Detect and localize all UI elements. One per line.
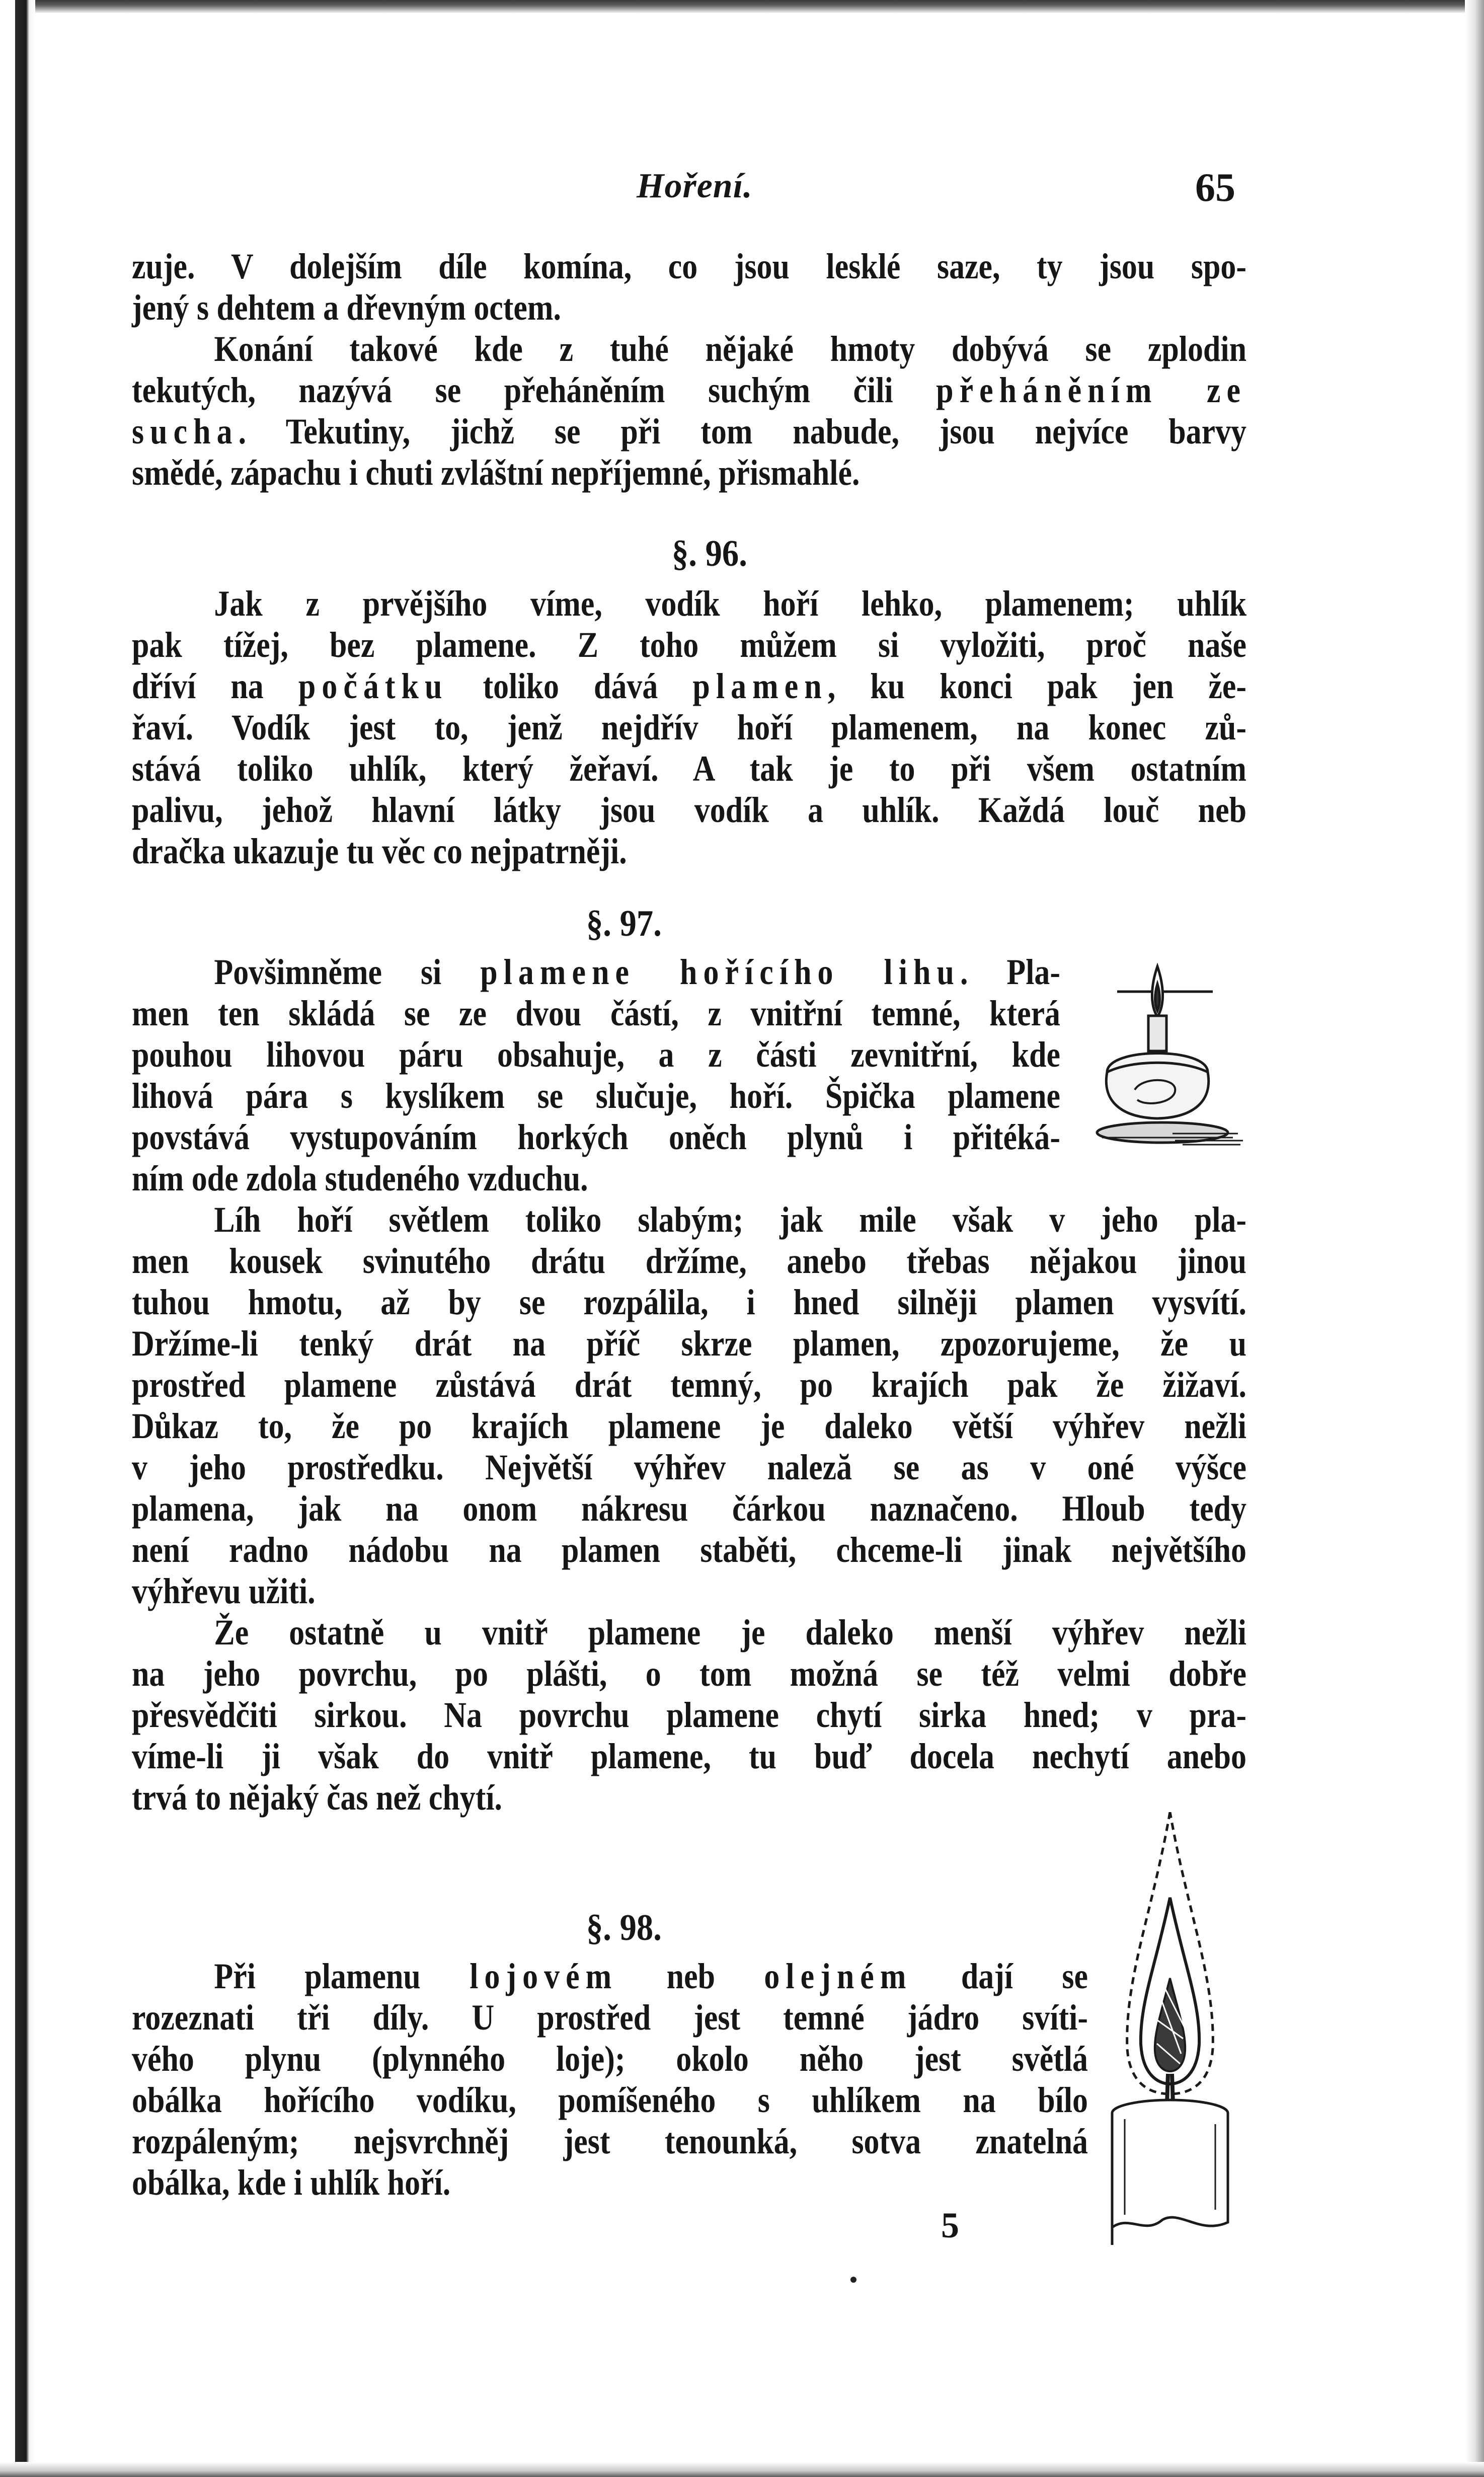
text-line (132, 665, 1246, 707)
text-line: není radno nádobu na plamen staběti, chceme-li jinak největšího (132, 1530, 1247, 1570)
text-line: Že ostatně u vnitř plamene je daleko menší výhřev nežli (214, 1612, 1247, 1653)
text-run: toliko dává (448, 666, 693, 706)
text-line: stává toliko uhlík, který žeřaví. A tak je to při všem ostatním (132, 748, 1247, 789)
text-line: v jeho prostředku. Největší výhřev naleză se as v oné výšce (132, 1447, 1247, 1487)
section-97-narrow-text (132, 951, 1060, 1199)
text-run: Povšimněme si (214, 952, 481, 992)
spaced-term: sucha (132, 411, 239, 452)
signature-mark: 5 (941, 2205, 959, 2245)
text-line: obálka hořícího vodíku, pomíšeného s uhlíkem na bílo (132, 2080, 1088, 2120)
scan-edge-top (0, 0, 1484, 13)
text-line: Důkaz to, že po krajích plamene je daleko větší výhřev nežli (132, 1406, 1247, 1446)
text-line: povstává vystupováním horkých oněch plynů i přitéká- (132, 1117, 1061, 1157)
text-line: pouhou lihovou páru obsahuje, a z části zevnitřní, kde (132, 1034, 1061, 1075)
lamp-base (1097, 1122, 1228, 1143)
text-line: Držíme-li tenký drát na příč skrze plamen, zpozorujeme, že u (132, 1323, 1247, 1364)
text-run: dají se (912, 1956, 1088, 1996)
spirit-lamp-figure (1087, 956, 1248, 1188)
text-line (132, 411, 1246, 452)
spaced-term: olejném (764, 1956, 912, 1996)
intro-paragraphs (132, 246, 1246, 493)
section-96-text (132, 583, 1246, 872)
text-run: dříví na (132, 666, 298, 706)
text-line: Konání takové kde z tuhé nějaké hmoty dobývá se zplodin (214, 329, 1247, 369)
text-line: palivu, jehož hlavní látky jsou vodík a uhlík. Každá louč neb (132, 790, 1247, 830)
text-line: rozpáleným; nejsvrchněj jest tenounká, sotva znatelná (132, 2121, 1088, 2161)
scan-edge-bottom (0, 2462, 1484, 2477)
print-speck (850, 2277, 856, 2283)
text-line (132, 1956, 1088, 1997)
text-line: smědé, zápachu i chuti zvláštní nepříjemné, přismahlé. (132, 453, 860, 493)
section-heading-97: §. 97. (586, 903, 662, 944)
text-line: jený s dehtem a dřevným octem. (132, 287, 561, 328)
spaced-term: přeháněním ze (936, 370, 1247, 410)
scan-edge-left (0, 0, 35, 2477)
text-line: zuje. V dolejším díle komína, co jsou lesklé saze, ty jsou spo- (132, 246, 1247, 286)
text-line: obálka, kde i uhlík hoří. (132, 2162, 451, 2203)
text-line: plamena, jak na onom nákresu čárkou naznačeno. Hloub tedy (132, 1488, 1247, 1529)
text-line: víme-li ji však do vnitř plamene, tu buď docela nechytí anebo (132, 1736, 1247, 1776)
spaced-term: lojovém (470, 1956, 618, 1996)
candle-flame-figure (1105, 1812, 1235, 2245)
section-97-paragraph-2 (132, 1199, 1246, 1818)
text-line (132, 951, 1060, 993)
spaced-term: plamen (692, 666, 828, 706)
candle-body (1112, 2113, 1228, 2227)
text-run: , ku konci pak jen že- (827, 666, 1247, 706)
section-heading-98: §. 98. (586, 1907, 662, 1948)
page-number: 65 (1195, 166, 1235, 210)
text-line: dračka ukazuje tu věc co nejpatrněji. (132, 831, 627, 871)
section-98-text (132, 1956, 1088, 2203)
lamp-flame-core (1155, 984, 1160, 1011)
text-line: men kousek svinutého drátu držíme, anebo třebas nějakou jinou (132, 1241, 1247, 1281)
text-run: neb (617, 1956, 764, 1996)
text-line: pak tížej, bez plamene. Z toho můžem si vyložiti, proč naše (132, 625, 1247, 665)
text-line: ním ode zdola studeného vzduchu. (132, 1158, 588, 1198)
text-line: men ten skládá se ze dvou částí, z vnitřní temné, která (132, 993, 1061, 1033)
text-line: prostřed plamene zůstává drát temný, po krajích pak že žižaví. (132, 1365, 1247, 1405)
text-line (132, 369, 1246, 411)
section-heading-96: §. 96. (672, 533, 747, 574)
text-line: trvá to nějaký čas než chytí. (132, 1777, 503, 1818)
text-line: lihová pára s kyslíkem se slučuje, hoří. Špička plamene (132, 1076, 1061, 1116)
scan-edge-right (1465, 0, 1484, 2477)
spaced-term: plamene hořícího lihu (480, 952, 960, 992)
text-line: přesvědčiti sirkou. Na povrchu plamene chytí sirka hned; v pra- (132, 1695, 1247, 1735)
text-line: Jak z prvějšího víme, vodík hoří lehko, plamenem; uhlík (214, 583, 1247, 624)
text-line: tuhou hmotu, až by se rozpálila, i hned silněji plamen vysvítí. (132, 1282, 1247, 1322)
running-header: Hoření. (637, 167, 753, 205)
spaced-term: počátku (298, 666, 448, 706)
text-line: na jeho povrchu, po plášti, o tom možná se též velmi dobře (132, 1654, 1247, 1694)
lamp-wick-holder (1148, 1016, 1166, 1051)
text-line: výhřevu užiti. (132, 1571, 316, 1611)
text-run: . Pla- (960, 952, 1061, 992)
text-run: tekutých, nazývá se přeháněním suchým čili (132, 370, 936, 410)
text-line: rozeznati tři díly. U prostřed jest temné jádro svíti- (132, 1997, 1088, 2038)
text-run: . Tekutiny, jichž se při tom nabude, jsou nejvíce barvy (238, 411, 1247, 452)
text-line: vého plynu (plynného loje); okolo něho jest světlá (132, 2039, 1088, 2079)
text-run: Při plamenu (214, 1956, 470, 1996)
text-line: Líh hoří světlem toliko slabým; jak mile však v jeho pla- (214, 1199, 1247, 1240)
text-line: řaví. Vodík jest to, jenž nejdřív hoří plamenem, na konec zů- (132, 707, 1247, 747)
